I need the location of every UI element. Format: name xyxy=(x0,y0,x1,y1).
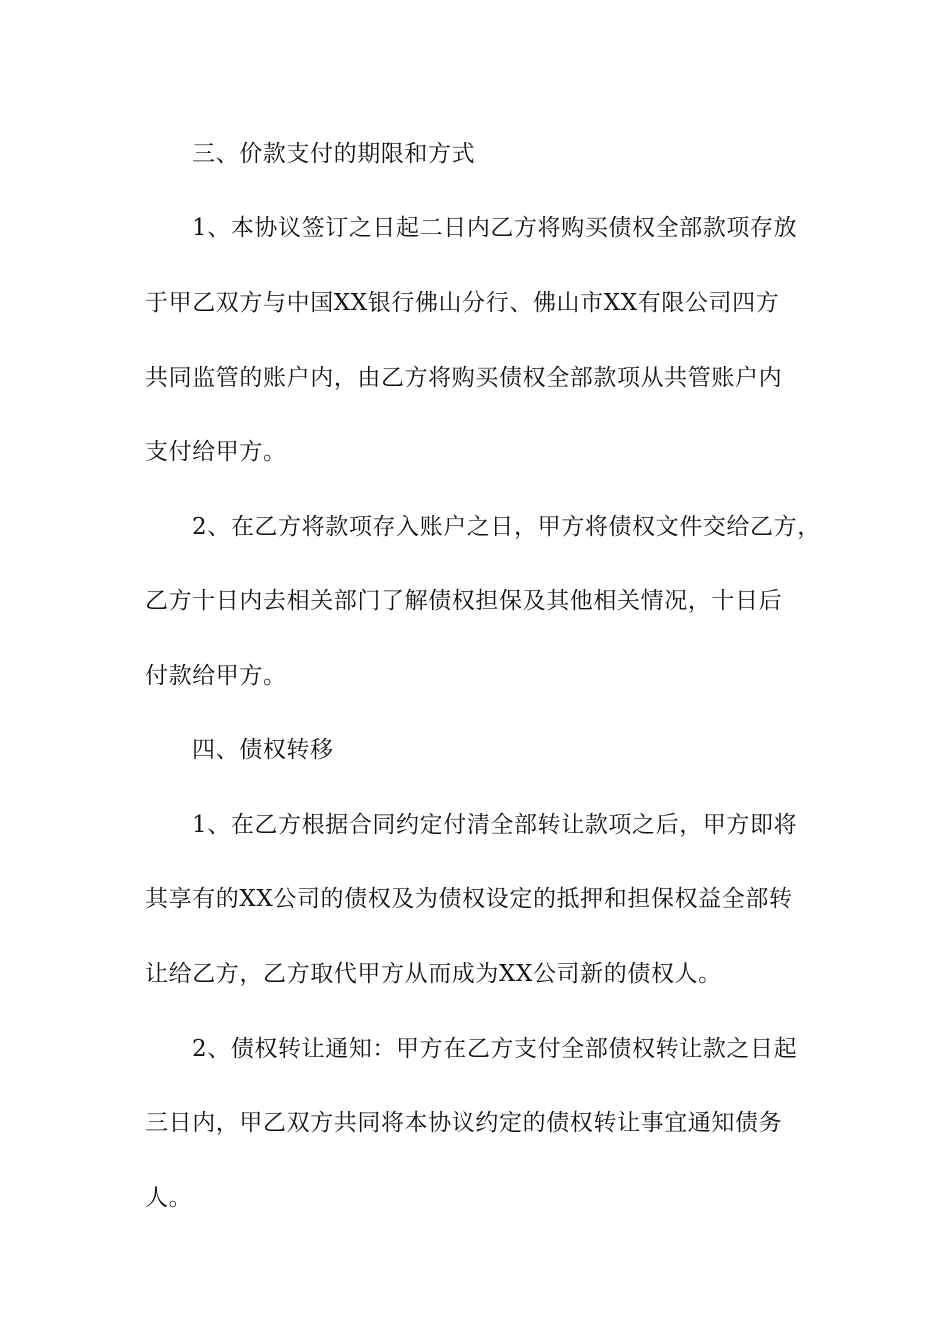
paragraph-line: 1、在乙方根据合同约定付清全部转让款项之后，甲方即将 xyxy=(192,812,798,838)
section-heading-transfer: 四、债权转移 xyxy=(192,737,334,763)
paragraph-line: 于甲乙双方与中国XX银行佛山分行、佛山市XX有限公司四方 xyxy=(145,290,780,316)
section-heading-payment: 三、价款支付的期限和方式 xyxy=(192,141,476,167)
paragraph-line: 共同监管的账户内，由乙方将购买债权全部款项从共管账户内 xyxy=(145,365,783,391)
paragraph-line: 让给乙方，乙方取代甲方从而成为XX公司新的债权人。 xyxy=(145,961,722,987)
paragraph-line: 三日内，甲乙双方共同将本协议约定的债权转让事宜通知债务 xyxy=(145,1110,783,1136)
paragraph-line: 支付给甲方。 xyxy=(145,439,287,465)
paragraph-line: 2、债权转让通知：甲方在乙方支付全部债权转让款之日起 xyxy=(192,1036,798,1062)
paragraph-line: 付款给甲方。 xyxy=(145,663,287,689)
paragraph-line: 人。 xyxy=(145,1185,193,1211)
paragraph-line: 2、在乙方将款项存入账户之日，甲方将债权文件交给乙方， xyxy=(192,514,821,540)
paragraph-line: 其享有的XX公司的债权及为债权设定的抵押和担保权益全部转 xyxy=(145,886,793,912)
paragraph-line: 1、本协议签订之日起二日内乙方将购买债权全部款项存放 xyxy=(192,215,798,241)
paragraph-line: 乙方十日内去相关部门了解债权担保及其他相关情况，十日后 xyxy=(145,588,783,614)
